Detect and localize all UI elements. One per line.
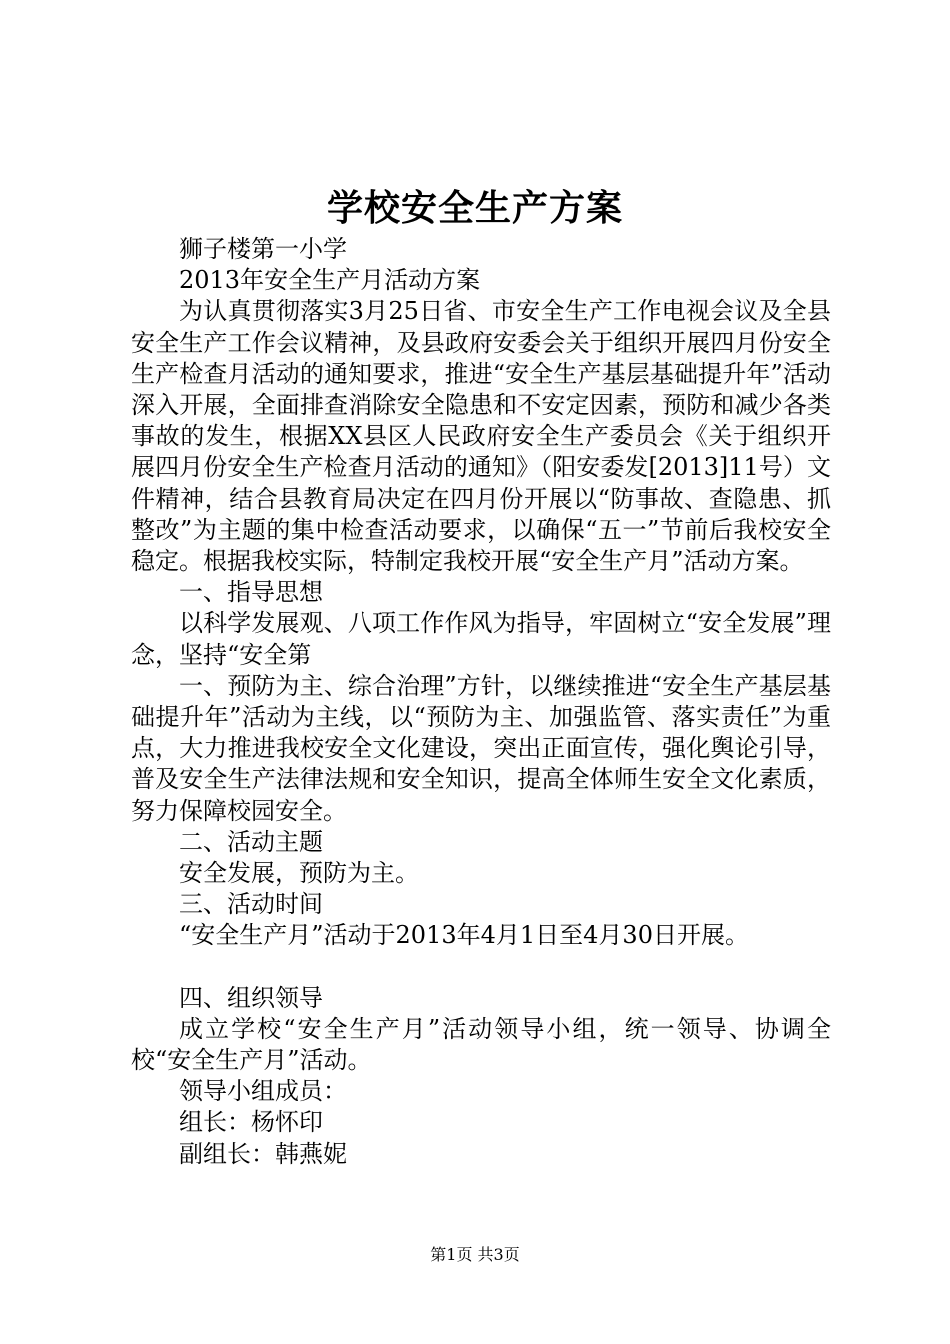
section-heading-guiding-thought: 一、指导思想 <box>179 578 323 607</box>
guiding-thought-paragraph: 以科学发展观、八项工作作风为指导，牢固树立“安全发展”理念，坚持“安全第 <box>131 609 831 669</box>
time-paragraph: “安全生产月”活动于2013年4月1日至4月30日开展。 <box>179 921 749 950</box>
deputy-group-leader: 副组长：韩燕妮 <box>179 1139 347 1168</box>
section-heading-time: 三、活动时间 <box>179 890 323 919</box>
section-heading-theme: 二、活动主题 <box>179 827 323 856</box>
page-footer: 第1页 共3页 <box>430 1245 520 1264</box>
theme-paragraph: 安全发展，预防为主。 <box>179 859 419 888</box>
members-label: 领导小组成员： <box>179 1077 347 1106</box>
guiding-thought-continued: 一、预防为主、综合治理”方针，以继续推进“安全生产基层基础提升年”活动为主线，以“预防为主、加强监管、落实责任”为重点，大力推进我校安全文化建设，突出正面宣传，强化舆论引导，普及安全生产法律法规和安全知识，提高全体师生安全文化素质，努力保障校园安全。 <box>131 671 831 825</box>
section-heading-leadership: 四、组织领导 <box>179 983 323 1012</box>
school-name: 狮子楼第一小学 <box>179 235 347 263</box>
intro-paragraph: 为认真贯彻落实3月25日省、市安全生产工作电视会议及全县安全生产工作会议精神，及县政府安委会关于组织开展四月份安全生产检查月活动的通知要求，推进“安全生产基层基础提升年”活动深入开展，全面排查消除安全隐患和不安定因素，预防和减少各类事故的发生，根据XX县区人民政府安全生产委员会《关于组织开展四月份安全生产检查月活动的通知》（阳安委发[2013]11号）文件精神，结合县教育局决定在四月份开展以“防事故、查隐患、抓整改”为主题的集中检查活动要求，以确保“五一”节前后我校安全稳定。根据我校实际，特制定我校开展“安全生产月”活动方案。 <box>131 297 831 576</box>
plan-subtitle: 2013年安全生产月活动方案 <box>179 266 481 295</box>
leadership-paragraph: 成立学校“安全生产月”活动领导小组，统一领导、协调全校“安全生产月”活动。 <box>131 1014 831 1075</box>
group-leader: 组长：杨怀印 <box>179 1108 323 1137</box>
document-title: 学校安全生产方案 <box>326 187 623 229</box>
document-body <box>131 234 831 1170</box>
